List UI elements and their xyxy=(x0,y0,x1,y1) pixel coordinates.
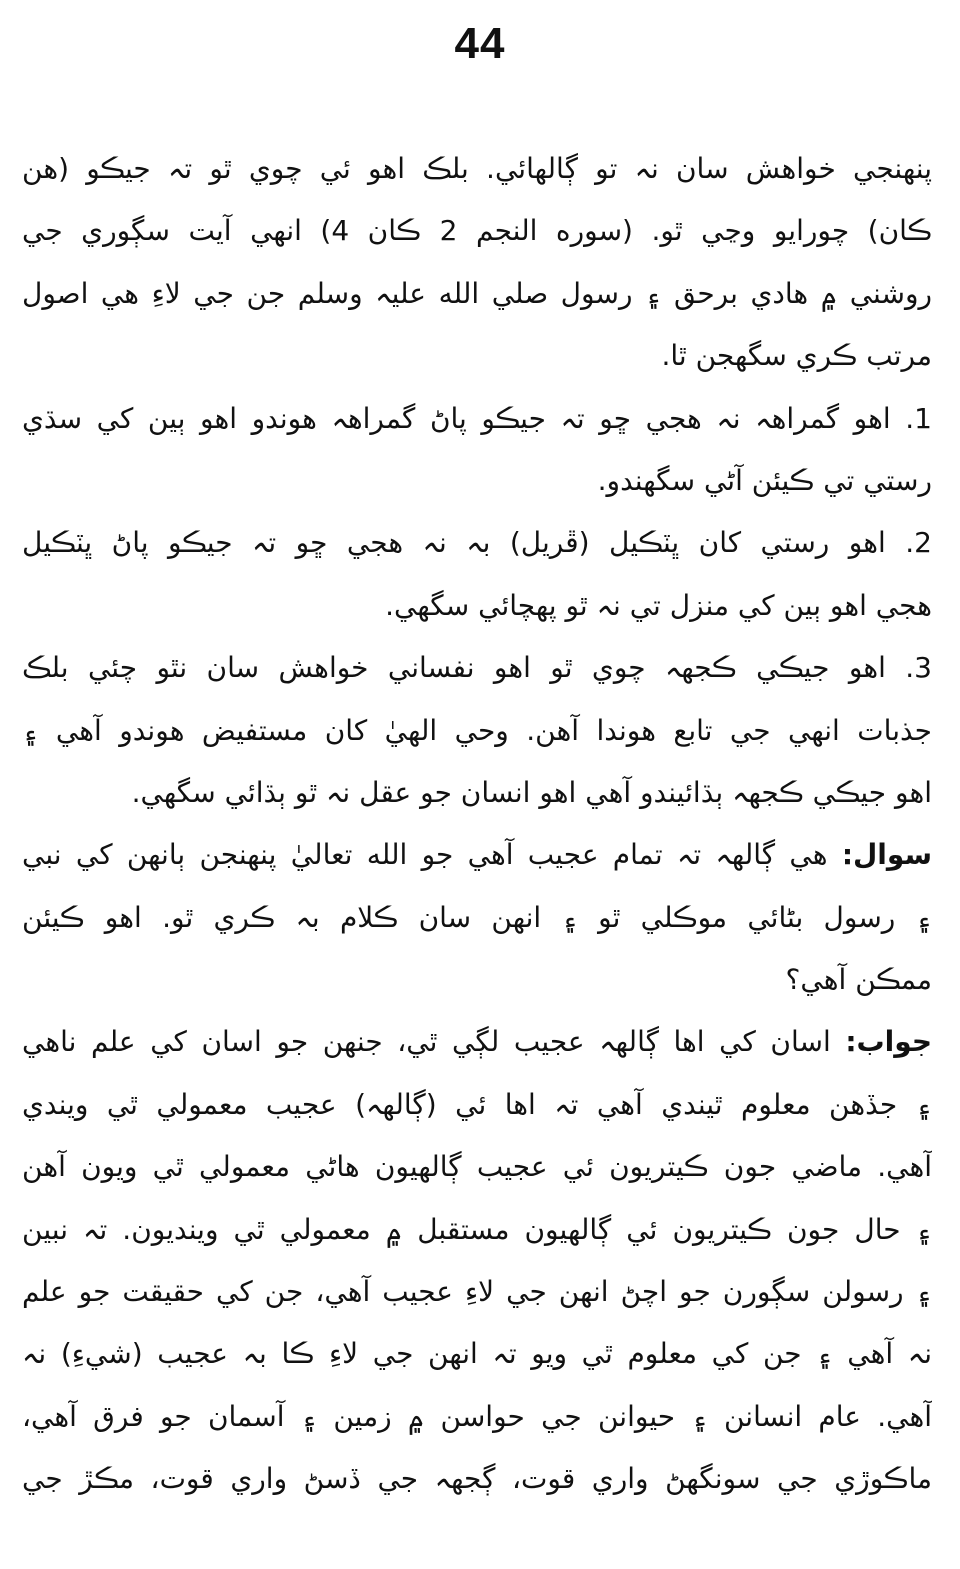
question-answer-label: سوال: xyxy=(841,838,932,872)
text-line xyxy=(22,1011,932,1073)
line-text: ۽ جڏهن معلوم ٿيندي آهي تہ اها ئي (ڳالهہ) عجيب معمولي ٿي ويندي xyxy=(22,1087,932,1121)
text-line xyxy=(22,575,932,637)
line-text: آهي. ماضي جون ڪيتريون ئي عجيب ڳالهيون هاڻي معمولي ٿي ويون آهن xyxy=(22,1150,932,1184)
question-answer-label: جواب: xyxy=(845,1025,932,1059)
line-text: ممڪن آهي؟ xyxy=(785,963,932,997)
text-line xyxy=(22,1323,932,1385)
text-line xyxy=(22,388,932,450)
text-line xyxy=(22,1136,932,1198)
text-line xyxy=(22,325,932,387)
line-text: ڪان) چورايو وڃي ٿو. (سوره النجم 2 ڪان 4) انهي آيت سڳوري جي xyxy=(22,214,932,248)
text-line xyxy=(22,1074,932,1136)
line-text: نہ آهي ۽ جن کي معلوم ٿي ويو تہ انهن جي لاءِ ڪا بہ عجيب (شيءِ) نہ xyxy=(22,1337,932,1371)
text-line xyxy=(22,637,932,699)
text-line xyxy=(22,263,932,325)
line-text: روشني ۾ هادي برحق ۽ رسول صلي الله عليہ وسلم جن جي لاءِ هي اصول xyxy=(22,276,932,310)
text-line xyxy=(22,1386,932,1448)
text-line xyxy=(22,1261,932,1323)
text-line xyxy=(22,700,932,762)
text-line xyxy=(22,824,932,886)
line-text: 2. اهو رستي کان ڀٽڪيل (ڦريل) بہ نہ هجي ڇو تہ جيڪو پاڻ ڀٽڪيل xyxy=(22,526,932,560)
line-text: ۽ حال جون ڪيتريون ئي ڳالهيون مستقبل ۾ معمولي ٿي وينديون. تہ نبين xyxy=(22,1212,932,1246)
text-line xyxy=(22,450,932,512)
text-line xyxy=(22,949,932,1011)
text-line xyxy=(22,200,932,262)
line-text: پنهنجي خواهش سان نہ تو ڳالهائي. بلڪ اهو ئي چوي ٿو تہ جيڪو (هن xyxy=(22,152,932,185)
line-text: مرتب ڪري سگهجن ٿا. xyxy=(661,339,932,373)
line-text: اسان کي اها ڳالهہ عجيب لڳي ٿي، جنهن جو اسان کي علم ناهي xyxy=(22,1025,846,1059)
text-line xyxy=(22,1448,932,1510)
line-text: رستي تي ڪيئن آڻي سگهندو. xyxy=(597,463,932,497)
line-text: هجي اهو ٻين کي منزل تي نہ ٿو پهچائي سگهي. xyxy=(385,588,932,622)
text-line xyxy=(22,138,932,200)
body-text xyxy=(22,138,932,1511)
line-text: اهو جيڪي ڪجهہ ٻڌائيندو آهي اهو انسان جو عقل نہ ٿو ٻڌائي سگهي. xyxy=(131,775,932,809)
line-text: ماڪوڙي جي سونگهڻ واري قوت، ڳجهہ جي ڏسڻ واري قوت، مڪڙ جي xyxy=(22,1462,932,1496)
text-line xyxy=(22,887,932,949)
line-text: ۽ رسولن سڳورن جو اچڻ انهن جي لاءِ عجيب آهي، جن کي حقيقت جو علم xyxy=(22,1275,932,1309)
line-text: آهي. عام انسانن ۽ حيوانن جي حواسن ۾ زمين ۽ آسمان جو فرق آهي، xyxy=(22,1399,932,1433)
text-line xyxy=(22,1199,932,1261)
line-text: 1. اهو گمراهہ نہ هجي ڇو تہ جيڪو پاڻ گمراهہ هوندو اهو ٻين کي سڌي xyxy=(22,401,932,435)
text-line xyxy=(22,512,932,574)
line-text: جذبات انهي جي تابع هوندا آهن. وحي الهيٰ کان مستفيض هوندو آهي ۽ xyxy=(22,713,932,747)
text-line xyxy=(22,762,932,824)
line-text: 3. اهو جيڪي ڪجهہ چوي ٿو اهو نفساني خواهش سان نٿو چئي بلڪ xyxy=(22,651,932,685)
page-number: 44 xyxy=(454,19,506,68)
line-text: ۽ رسول بڻائي موڪلي ٿو ۽ انهن سان ڪلام بہ ڪري ٿو. اهو ڪيئن xyxy=(22,900,932,934)
line-text: هي ڳالهہ تہ تمام عجيب آهي جو الله تعاليٰ پنهنجن ٻانهن کي نبي xyxy=(22,838,842,872)
